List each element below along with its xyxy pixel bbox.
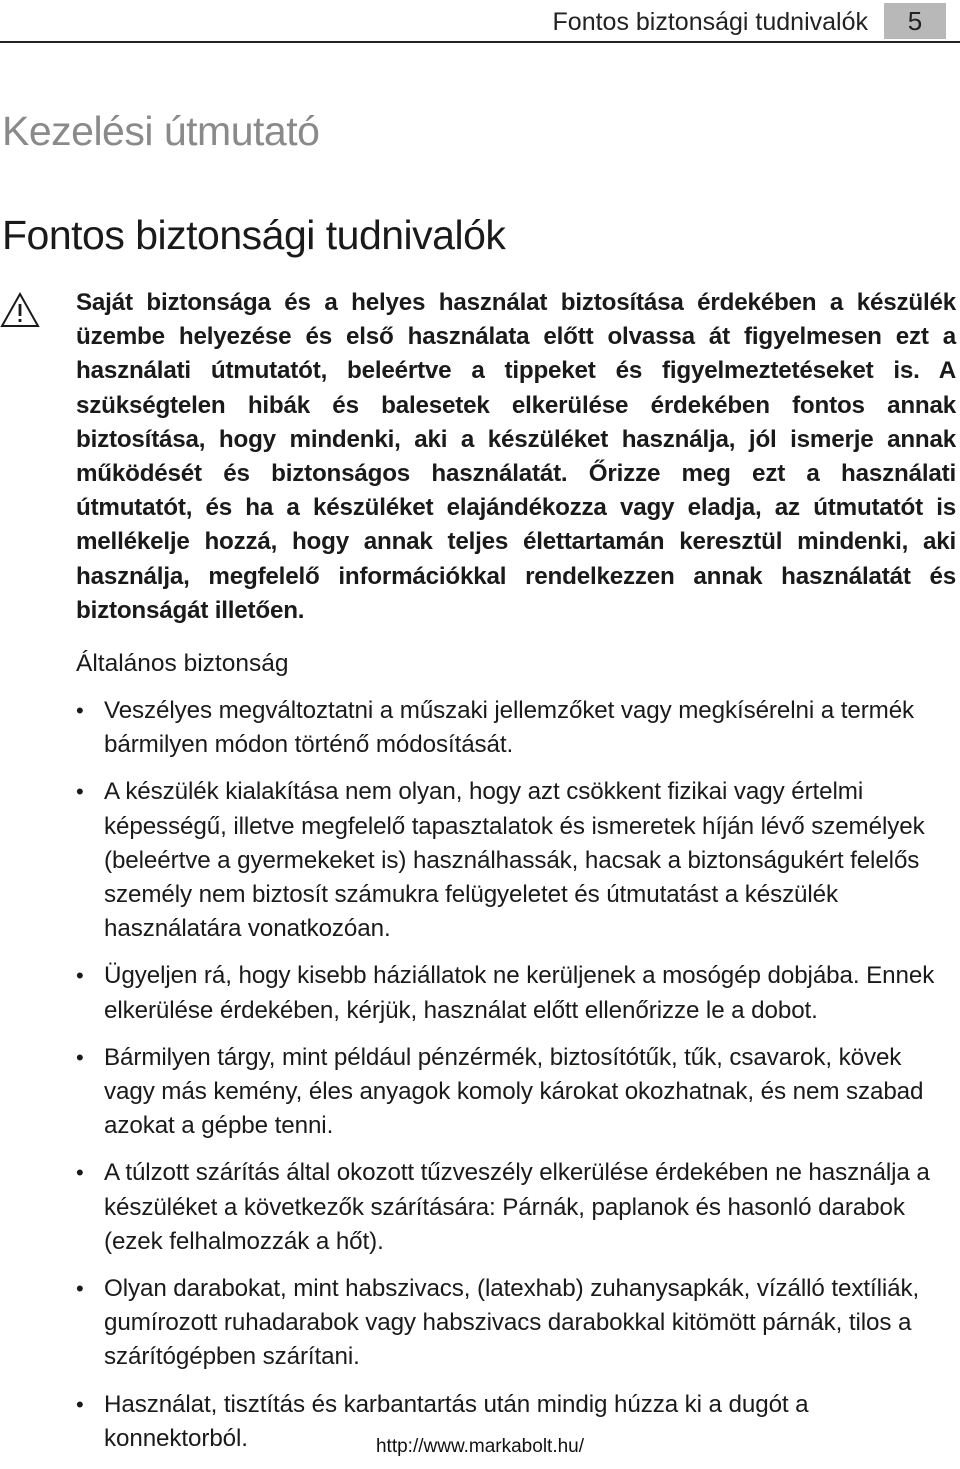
section-title: Kezelési útmutató bbox=[2, 108, 320, 154]
list-item bbox=[76, 694, 956, 762]
list-item bbox=[76, 1041, 956, 1144]
page-number: 5 bbox=[884, 3, 946, 39]
list-item bbox=[76, 1156, 956, 1259]
header-title: Fontos biztonsági tudnivalók bbox=[552, 8, 868, 36]
list-item-text: Bármilyen tárgy, mint például pénzérmék, biztosítótűk, tűk, csavarok, kövek vagy más kemény, éles anyagok komoly károkat okozhatnak, és nem szabad azokat a gépbe tenni. bbox=[104, 1043, 924, 1140]
footer-url[interactable]: http://www.markabolt.hu/ bbox=[375, 1436, 585, 1457]
bullet-icon: • bbox=[76, 779, 84, 805]
list-item-text: A készülék kialakítása nem olyan, hogy azt csökkent fizikai vagy értelmi képességű, illetve megfelelő tapasztalatok és ismeretek híján lévő személyek (beleértve a gyermekeket is) használhassák, hacsak a biztonságukért felelős személy nem biztosít számukra felügyeletet és útmutatást a készülék használatára vonatkozóan. bbox=[104, 778, 925, 943]
bullet-icon: • bbox=[76, 1044, 84, 1070]
list-item-text: Veszélyes megváltoztatni a műszaki jellemzőket vagy megkísérelni a termék bármilyen módon történő módosítását. bbox=[104, 697, 915, 759]
page-title: Fontos biztonsági tudnivalók bbox=[2, 212, 506, 258]
warning-triangle-icon bbox=[0, 292, 40, 328]
list-item-text: A túlzott szárítás által okozott tűzveszély elkerülése érdekében ne használja a készüléket a következők szárítására: Párnák, paplanok és hasonló darabok (ezek felhalmozzák a hőt). bbox=[104, 1159, 930, 1255]
bullet-icon: • bbox=[76, 963, 84, 989]
safety-warning-text: Saját biztonsága és a helyes használat biztosítása érdekében a készülék üzembe helyezése és első használata előtt olvassa át figyelmesen ezt a használati útmutatót, beleértve a tippeket és figyelmeztetéseket is. A szükségtelen hibák és balesetek elkerülése érdekében fontos annak biztosítása, hogy mindenki, aki a készüléket használja, jól ismerje annak működését és biztonságos használatát. Őrizze meg ezt a használati útmutatót, és ha a készüléket elajándékozza vagy eladja, az útmutatót is mellékelje hozzá, hogy annak teljes élettartamán keresztül mindenki, aki használja, megfelelő információkkal rendelkezzen annak használatát és biztonságát illetően. bbox=[76, 289, 956, 624]
bullet-icon: • bbox=[76, 1160, 84, 1186]
list-item bbox=[76, 1272, 956, 1375]
page-header bbox=[0, 0, 960, 42]
list-item-text: Használat, tisztítás és karbantartás után mindig húzza ki a dugót a konnektorból. bbox=[104, 1390, 809, 1452]
bullet-icon: • bbox=[76, 1391, 84, 1417]
bullet-icon: • bbox=[76, 1276, 84, 1302]
list-item bbox=[76, 959, 956, 1027]
general-safety-list bbox=[76, 694, 956, 1469]
list-item-text: Ügyeljen rá, hogy kisebb háziállatok ne kerüljenek a mosógép dobjába. Ennek elkerülése érdekében, kérjük, használat előtt ellenőrizze le a dobot. bbox=[104, 962, 935, 1024]
header-divider bbox=[0, 41, 960, 43]
list-item-text: Olyan darabokat, mint habszivacs, (latexhab) zuhanysapkák, vízálló textíliák, gumírozott ruhadarabok vagy habszivacs darabokkal kitömött párnák, tilos a szárítógépben szárítani. bbox=[104, 1275, 920, 1371]
bullet-icon: • bbox=[76, 698, 84, 723]
general-safety-heading: Általános biztonság bbox=[76, 650, 289, 677]
list-item bbox=[76, 775, 956, 946]
